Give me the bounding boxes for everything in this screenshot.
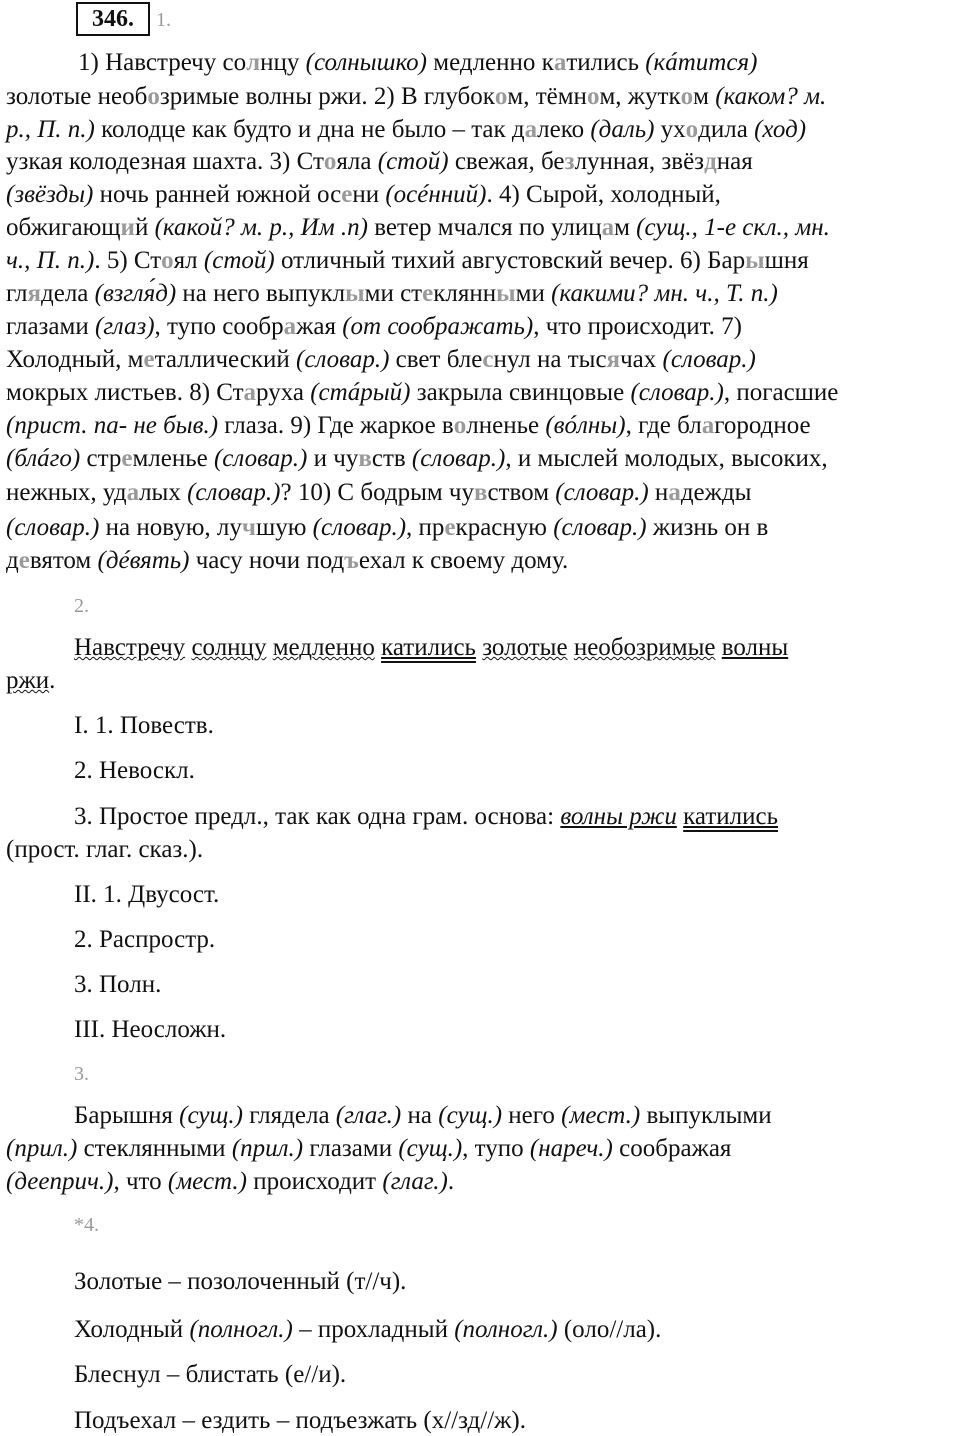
text-run: мокрых листьев. 8) Ст [6,379,244,406]
formatted-text: о [680,83,694,110]
text-run: выпуклыми [640,1102,772,1129]
formatted-text: (полногл.) [454,1316,558,1343]
text-run: колодце как будто и дна не было – так д [94,116,525,143]
formatted-text: (какой? м. р., Им .п) [154,214,369,241]
formatted-text: (вóлны) [545,412,626,439]
analysis-item [74,802,778,832]
formatted-text: (каком? м. [715,83,827,110]
task1-line [6,478,751,508]
text-run: золотые необ [6,83,148,110]
formatted-text: (словар.) [662,346,756,373]
task-3-marker: 3. [74,1063,89,1085]
formatted-text: (словар.) [553,514,647,541]
formatted-text: (сущ.) [179,1102,243,1129]
formatted-text: (словар.) [6,514,100,541]
formatted-text: (полногл.) [189,1316,293,1343]
formatted-text: (мест.) [561,1102,641,1129]
text-run: на него выпукл [176,280,346,307]
text-run: . [447,1168,455,1195]
formatted-text: (даль) [590,116,655,143]
text-run: . 4) Сырой, холодный, [486,181,721,208]
formatted-text: в [474,479,488,506]
task2-sentence-line [6,666,55,696]
text-run: , пр [406,514,445,541]
formatted-text: (ход) [754,116,807,143]
text-run: городное [714,412,811,439]
formatted-text: о [161,247,174,274]
task4-line [74,1360,346,1390]
text-run: н [648,479,669,506]
text-run: свежая, бе [448,148,565,175]
formatted-text: е [422,280,434,307]
text-run: ни [352,181,386,208]
formatted-text: а [553,49,567,76]
text-run: нцу [260,49,306,76]
text-run: , тупо сообр [154,313,284,340]
text-run: ми [515,280,552,307]
formatted-text: з [564,148,575,175]
task1-line [6,444,828,474]
text-run: , тупо [462,1135,530,1162]
task1-line [78,48,757,78]
exercise-number: 346. [76,2,150,36]
text-run: (оло//ла). [557,1316,662,1343]
text-run: м, тёмн [507,83,587,110]
text-run: ночь ранней южной ос [93,181,342,208]
task1-line [6,115,806,145]
task1-line [6,279,778,309]
text-run: 1) Навстречу со [78,49,247,76]
text-run: происходит [246,1168,383,1195]
formatted-text: Навстречу [74,634,186,661]
formatted-text: о [494,83,508,110]
task1-line [6,546,568,576]
formatted-text: (от соображать) [342,313,534,340]
formatted-text: (звёзды) [6,181,94,208]
text-run: мленье [132,445,214,472]
formatted-text: (стой) [203,247,275,274]
text-run: часу ночи под [189,547,345,574]
text-run: лненье [466,412,546,439]
text-run: клянн [433,280,497,307]
text-run: свет бле [389,346,483,373]
text-run: таллический [154,346,297,373]
text-run: дежды [680,479,752,506]
formatted-text: о [453,412,467,439]
formatted-text: (словар.) [213,445,308,472]
formatted-text: (глаг.) [335,1102,402,1129]
task1-line [6,82,826,112]
task1-line [6,345,756,375]
text-run: . [49,667,56,694]
formatted-text: ч [241,514,256,541]
analysis-item: 2. Распростр. [74,926,216,953]
text-run: Золотые – позолоченный (т//ч). [74,1268,407,1295]
task1-line [6,213,830,243]
formatted-text: ч., П. п.) [6,247,95,274]
formatted-text: (словар.) [630,379,724,406]
analysis-item: II. 1. Двусост. [74,881,220,908]
formatted-text: е [143,346,155,373]
text-run: стр [80,445,122,472]
text-run: лунная, звёз [574,148,705,175]
task1-line [6,312,742,342]
formatted-text: р., П. п.) [6,116,95,143]
text-run: ял [173,247,204,274]
text-run: медленно к [427,49,554,76]
text-run: красную [455,514,554,541]
text-run: глазами [6,313,95,340]
task3-line [6,1167,454,1197]
text-run: 3. Простое предл., так как одна грам. основа: [74,803,561,830]
formatted-text: ы [345,280,365,307]
text-run: й [134,214,155,241]
formatted-text: золотые [482,634,568,661]
formatted-text: (словар.) [555,479,649,506]
task1-line [6,411,811,441]
formatted-text: (словар.) [187,479,281,506]
formatted-text: в [358,445,372,472]
formatted-text: ржи [6,667,50,694]
text-run: жизнь он в [646,514,769,541]
task3-line [74,1101,772,1131]
formatted-text: ы [745,247,765,274]
formatted-text: (словар.) [296,346,390,373]
text-run: Холодный [74,1316,190,1343]
task-1-marker: 1. [156,9,171,31]
formatted-text: (глаз) [94,313,155,340]
formatted-text: ъ [344,547,359,574]
text-run: нул на тыс [493,346,607,373]
text-run: глаза. 9) Где жаркое в [218,412,454,439]
formatted-text: а [283,313,297,340]
text-run: ми ст [364,280,423,307]
text-run: руха [256,379,311,406]
formatted-text: е [121,445,133,472]
text-run: ством [487,479,556,506]
task4-line [74,1267,406,1297]
analysis-item: I. 1. Повеств. [74,712,214,739]
task1-line [6,147,753,177]
analysis-item: 2. Невоскл. [74,757,195,784]
formatted-text: (стой) [377,148,449,175]
formatted-text: е [18,547,30,574]
task2-sentence-line [74,633,788,663]
formatted-text: (взгля́д) [94,280,177,307]
text-run: нежных, уд [6,479,127,506]
text-run: дила [698,116,755,143]
formatted-text: солнцу [191,634,267,661]
formatted-text: (кáтится) [645,49,758,76]
formatted-text: а [701,412,715,439]
formatted-text: (дееприч.) [6,1168,114,1195]
text-run: Холодный, м [6,346,144,373]
text-run: м, жутк [599,83,681,110]
text-run: ветер мчался по улиц [368,214,602,241]
formatted-text: е [341,181,353,208]
formatted-text: а [126,479,140,506]
text-run: ? 10) С бодрым чу [280,479,475,506]
formatted-text: я [606,346,621,373]
formatted-text: а [243,379,257,406]
formatted-text: катились [381,634,476,661]
text-run: Подъехал – ездить – подъезжать (х//зд//ж). [74,1407,526,1434]
text-run: него [502,1102,562,1129]
text-run: , и мыслей молодых, высоких, [505,445,828,472]
text-run: . 5) Ст [94,247,162,274]
formatted-text: я [27,280,41,307]
text-run: ная [716,148,753,175]
formatted-text: о [147,83,160,110]
text-run: яла [336,148,378,175]
formatted-text: д [704,148,717,175]
task1-line [6,180,721,210]
text-run: , погасшие [723,379,839,406]
task3-line [6,1134,731,1164]
text-run: дела [41,280,95,307]
text-run: глядела [242,1102,336,1129]
text-run: м [614,214,637,241]
formatted-text: а [524,116,538,143]
text-run: ехал к своему дому. [358,547,569,574]
analysis-item: (прост. глаг. сказ.). [6,836,204,863]
text-run: шую [255,514,313,541]
formatted-text: о [323,148,337,175]
task4-line [74,1315,661,1345]
text-run: гл [6,280,28,307]
formatted-text: (какими? мн. ч., Т. п.) [551,280,778,307]
text-run: вятом [29,547,98,574]
text-run: узкая колодезная шахта. 3) Ст [6,148,324,175]
formatted-text: (глаг.) [382,1168,448,1195]
formatted-text: медленно [272,634,375,661]
formatted-text: с [482,346,494,373]
text-run: зримые волны ржи. 2) В глубок [159,83,495,110]
text-run: ств [371,445,412,472]
formatted-text: (мест.) [167,1168,247,1195]
analysis-item: III. Неосложн. [74,1016,227,1043]
text-run: на [401,1102,439,1129]
formatted-text: (прил.) [231,1135,304,1162]
text-run: – прохладный [292,1316,455,1343]
formatted-text: катились [683,803,779,830]
formatted-text: (нареч.) [529,1135,613,1162]
text-run: шня [764,247,809,274]
formatted-text: (блáго) [6,445,81,472]
formatted-text: (прил.) [6,1135,78,1162]
formatted-text: о [586,83,600,110]
task1-line [6,378,838,408]
formatted-text: а [601,214,615,241]
formatted-text: (прист. па- не быв.) [6,412,219,439]
text-run: на новую, лу [99,514,242,541]
text-run: и чу [307,445,359,472]
formatted-text: а [668,479,681,506]
text-run: стеклянными [77,1135,232,1162]
text-run: лых [139,479,188,506]
task1-line [6,246,809,276]
formatted-text: (сущ., 1-е скл., мн. [636,214,830,241]
text-run: , что [113,1168,168,1195]
text-run: глазами [303,1135,399,1162]
text-run: д [6,547,19,574]
formatted-text: необозримые [573,634,716,661]
text-run: , что происходит. 7) [533,313,742,340]
text-run: Блеснул – блистать (е//и). [74,1361,347,1388]
formatted-text: волны ржи [560,803,677,830]
formatted-text: о [685,116,699,143]
formatted-text: (словар.) [411,445,506,472]
formatted-text: л [246,49,261,76]
text-run: тились [566,49,646,76]
formatted-text: (сущ.) [398,1135,463,1162]
formatted-text: (сущ.) [438,1102,503,1129]
task-4-marker: *4. [74,1214,99,1236]
formatted-text: волны [721,634,789,661]
text-run: жая [296,313,343,340]
text-run: закрыла свинцовые [410,379,631,406]
task1-line [6,513,768,543]
formatted-text: (дéвять) [97,547,190,574]
text-run: леко [537,116,591,143]
formatted-text: е [444,514,456,541]
task-2-marker: 2. [74,595,89,617]
text-run: отличный тихий августовский вечер. 6) Бар [274,247,746,274]
formatted-text: (солнышко) [305,49,428,76]
text-run: , где бл [625,412,702,439]
text-run: Барышня [74,1102,180,1129]
text-run: соображая [612,1135,732,1162]
text-run: чах [620,346,663,373]
formatted-text: (словар.) [312,514,407,541]
analysis-item: 3. Полн. [74,971,162,998]
formatted-text: (осéнний) [385,181,487,208]
task4-line [74,1406,526,1436]
text-run: обжигающ [6,214,121,241]
formatted-text: и [120,214,135,241]
formatted-text: (стáрый) [310,379,411,406]
text-run: ух [654,116,686,143]
formatted-text: ы [496,280,516,307]
text-run: м [693,83,716,110]
